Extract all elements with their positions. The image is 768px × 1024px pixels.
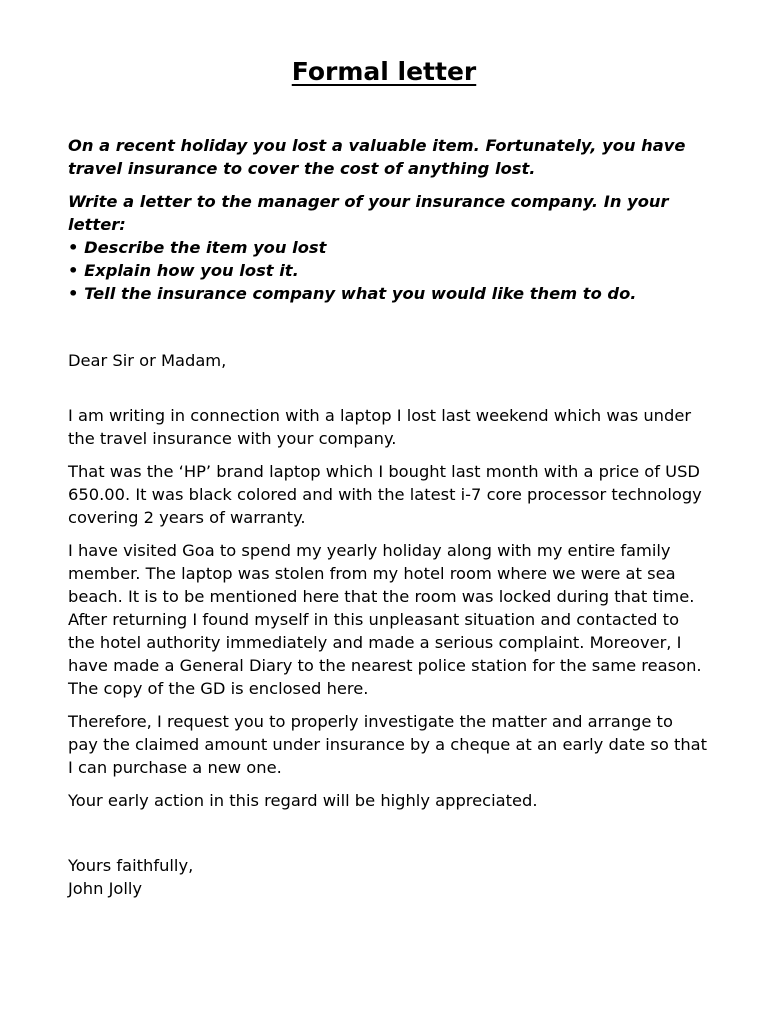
letter-body [68, 404, 708, 812]
task-bullet-list [68, 236, 708, 305]
document-content [68, 134, 708, 900]
document-title: Formal letter [291, 57, 477, 86]
task-instruction: Write a letter to the manager of your insurance company. In your letter: [68, 192, 669, 234]
letter-paragraph: I have visited Goa to spend my yearly holiday along with my entire family member. The laptop was stolen from my hotel room where we were at sea beach. It is to be mentioned here that the room was locked during that time. After returning I found myself in this unpleasant situation and contacted to the hotel authority immediately and made a serious complaint. Moreover, I have made a General Diary to the nearest police station for the same reason. The copy of the GD is enclosed here. [68, 541, 702, 698]
letter-salutation: Dear Sir or Madam, [68, 351, 227, 370]
task-bullet: • Explain how you lost it. [68, 261, 299, 280]
letter-paragraph: I am writing in connection with a laptop I lost last weekend which was under the travel insurance with your company. [68, 406, 692, 448]
letter-signature: John Jolly [68, 879, 143, 898]
task-bullet: • Tell the insurance company what you would like them to do. [68, 284, 637, 303]
letter-closing-block [68, 854, 708, 900]
document-title-container [0, 55, 768, 89]
task-bullet: • Describe the item you lost [68, 238, 327, 257]
task-intro: On a recent holiday you lost a valuable item. Fortunately, you have travel insurance to cover the cost of anything lost. [68, 136, 686, 178]
letter-paragraph: Therefore, I request you to properly investigate the matter and arrange to pay the claimed amount under insurance by a cheque at an early date so that I can purchase a new one. [68, 712, 708, 777]
letter-paragraph: Your early action in this regard will be highly appreciated. [68, 791, 538, 810]
letter-paragraph: That was the ‘HP’ brand laptop which I bought last month with a price of USD 650.00. It was black colored and with the latest i-7 core processor technology covering 2 years of warranty. [68, 462, 702, 527]
task-prompt [68, 134, 708, 305]
letter-closing: Yours faithfully, [68, 856, 194, 875]
